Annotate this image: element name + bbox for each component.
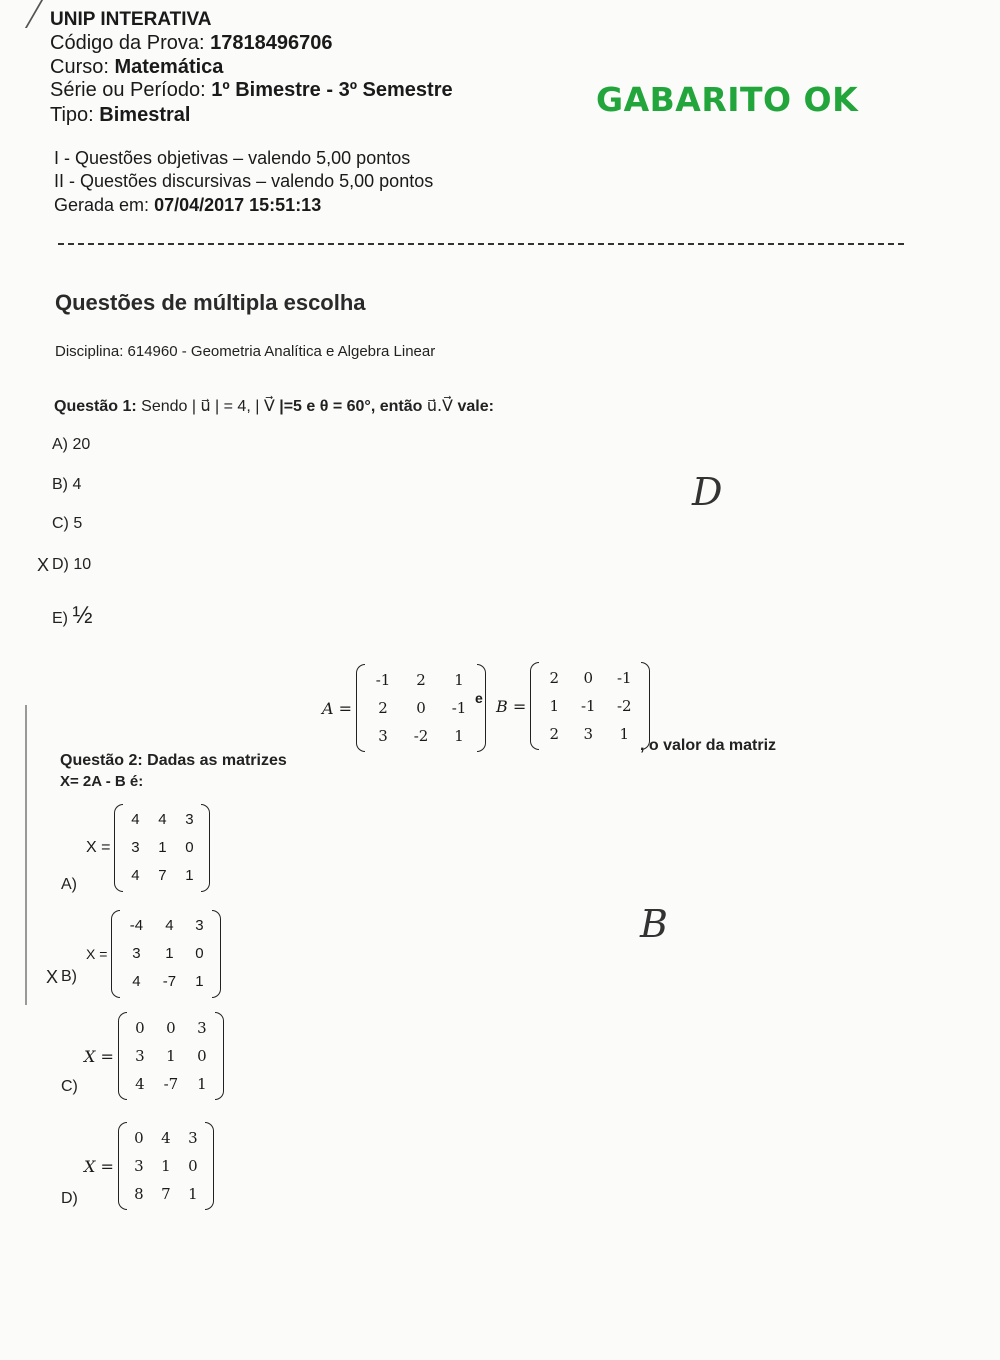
option-a-cell: 1 (185, 867, 194, 884)
option-a-cell: 3 (185, 811, 194, 828)
option-a-cell: 4 (158, 811, 167, 828)
option-d-cell: 1 (188, 1185, 198, 1203)
q1-option-a: A) 20 (52, 436, 91, 453)
q2-mark: X (46, 967, 59, 987)
q2-option-c-letter: C) (61, 1078, 78, 1095)
matrix-a-cell: -1 (375, 671, 391, 689)
question-2-expression: X= 2A - B é: (60, 773, 144, 790)
question-1: Questão 1: Sendo | u⃗ | = 4, | V⃗ |=5 e θ = 60°, então u⃗.V⃗ vale: (54, 396, 494, 415)
option-d-cell: 0 (134, 1129, 144, 1147)
q2-option-a-matrix: X = 4 4 3 3 1 0 4 7 1 (86, 804, 210, 892)
matrix-b-cell: 2 (549, 669, 560, 687)
conjunction-e: e (475, 690, 483, 706)
gerada-line: Gerada em: 07/04/2017 15:51:13 (54, 195, 322, 215)
option-a-cell: 4 (131, 811, 140, 828)
option-b-cell: 1 (195, 973, 204, 990)
q1-option-b: B) 4 (52, 476, 82, 493)
option-a-cell: 1 (158, 839, 167, 856)
option-c-cell: 1 (166, 1047, 176, 1065)
matrix-b-cell: -2 (616, 697, 632, 715)
matrix-a-cell: 2 (378, 699, 388, 717)
q2-suffix: , o valor da matriz (640, 737, 777, 754)
matrix-b-cell: 1 (619, 725, 630, 743)
matrix-a-cell: 3 (378, 727, 388, 745)
option-b-cell: 3 (195, 917, 204, 934)
option-d-cell: 0 (188, 1157, 198, 1175)
matrix-a-cell: -1 (451, 699, 467, 717)
option-c-cell: 3 (135, 1047, 145, 1065)
gabarito-stamp: GABARITO OK (596, 80, 859, 119)
option-d-cell: 4 (161, 1129, 171, 1147)
q2-option-d-matrix: X = 0 4 3 3 1 0 8 7 1 (84, 1122, 214, 1210)
q2-option-c-matrix: X = 0 0 3 3 1 0 4 -7 1 (84, 1012, 224, 1100)
q1-mark: X (37, 555, 50, 575)
serie-line: Série ou Período: 1º Bimestre - 3º Semestre (50, 79, 453, 101)
option-a-cell: 4 (131, 867, 140, 884)
question-2: Questão 2: Dadas as matrizes (60, 752, 287, 769)
q1-option-c: C) 5 (52, 515, 83, 532)
matrix-a: A = -1 2 1 2 0 -1 3 -2 1 (322, 664, 486, 752)
option-b-cell: 1 (165, 945, 174, 962)
option-c-cell: 3 (197, 1019, 207, 1037)
info-discursivas: II - Questões discursivas – valendo 5,00 pontos (54, 171, 434, 191)
option-c-cell: 1 (197, 1075, 207, 1093)
matrix-a-cell: 2 (416, 671, 426, 689)
q2-option-b-matrix: X = -4 4 3 3 1 0 4 -7 1 (86, 910, 221, 998)
option-a-cell: 3 (131, 839, 140, 856)
matrix-a-cell: 1 (454, 727, 464, 745)
q2-handwritten-answer: B (640, 902, 668, 946)
option-a-cell: 7 (158, 867, 167, 884)
matrix-b-cell: -1 (616, 669, 632, 687)
option-c-cell: 0 (135, 1019, 145, 1037)
q1-handwritten-answer: D (692, 470, 723, 514)
disciplina: Disciplina: 614960 - Geometria Analítica e Algebra Linear (55, 343, 436, 360)
matrix-b-cell: 1 (549, 697, 560, 715)
option-c-cell: 0 (166, 1019, 176, 1037)
option-d-cell: 1 (161, 1157, 171, 1175)
tipo-line: Tipo: Bimestral (50, 104, 191, 126)
institution: UNIP INTERATIVA (50, 9, 212, 30)
option-b-cell: -7 (162, 973, 177, 990)
matrix-a-cell: -2 (413, 727, 429, 745)
codigo-line: Código da Prova: 17818496706 (50, 32, 333, 54)
matrix-a-cell: 0 (416, 699, 426, 717)
option-d-cell: 7 (161, 1185, 171, 1203)
q1-option-d: D) 10 (52, 556, 92, 573)
matrix-b-cell: 2 (549, 725, 560, 743)
q2-option-d-letter: D) (61, 1190, 78, 1207)
option-d-cell: 3 (188, 1129, 198, 1147)
matrix-b-cell: 3 (583, 725, 594, 743)
matrix-b: B = 2 0 -1 1 -1 -2 2 3 1 (496, 662, 650, 750)
matrix-b-cell: 0 (583, 669, 594, 687)
option-b-cell: 4 (165, 917, 174, 934)
option-b-cell: 0 (195, 945, 204, 962)
margin-line (25, 705, 27, 1005)
option-c-cell: 0 (197, 1047, 207, 1065)
option-c-cell: -7 (163, 1075, 179, 1093)
info-objetivas: I - Questões objetivas – valendo 5,00 pontos (54, 148, 411, 168)
q2-option-a-letter: A) (61, 876, 77, 893)
option-b-cell: 4 (132, 973, 141, 990)
q1-option-e: E) ½ (52, 602, 93, 629)
option-d-cell: 8 (134, 1185, 144, 1203)
option-d-cell: 3 (134, 1157, 144, 1175)
option-a-cell: 0 (185, 839, 194, 856)
separator (58, 243, 904, 245)
option-c-cell: 4 (135, 1075, 145, 1093)
q2-option-b-letter: B) (61, 968, 77, 985)
section-title: Questões de múltipla escolha (55, 290, 366, 315)
matrix-b-cell: -1 (580, 697, 596, 715)
curso-line: Curso: Matemática (50, 56, 224, 78)
option-b-cell: 3 (132, 945, 141, 962)
matrix-a-cell: 1 (454, 671, 464, 689)
option-b-cell: -4 (129, 917, 144, 934)
